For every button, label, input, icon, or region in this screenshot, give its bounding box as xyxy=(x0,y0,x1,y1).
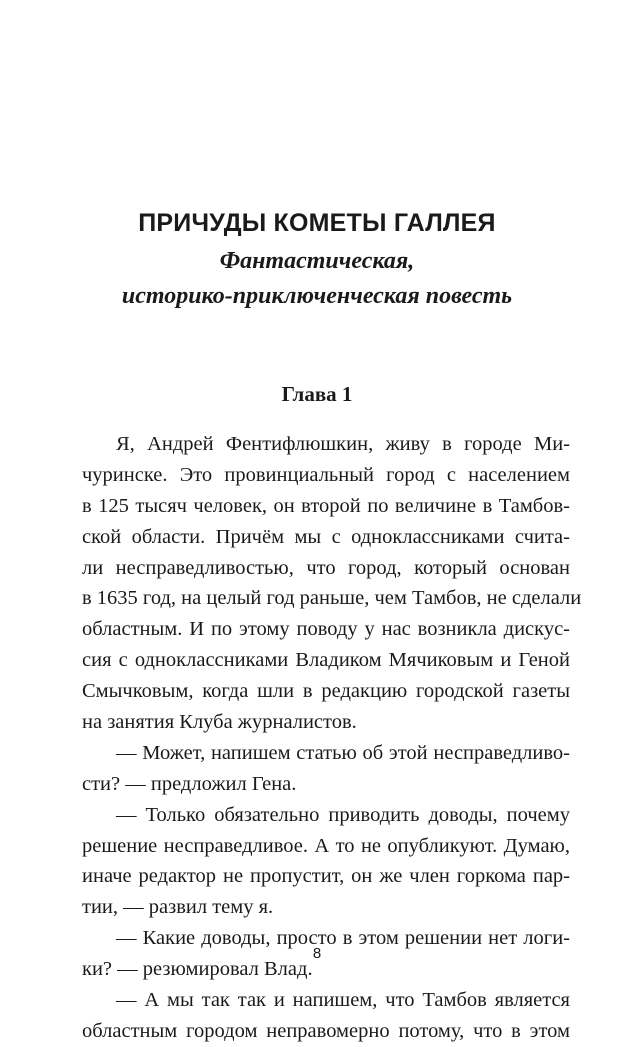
text-line: — Только обязательно приводить доводы, почему xyxy=(116,803,570,826)
text-line: сти? — предложил Гена. xyxy=(82,772,297,795)
text-line: — А мы так так и напишем, что Тамбов является xyxy=(116,989,570,1012)
text-line: ской области. Причём мы с одноклассниками счита- xyxy=(82,525,570,548)
text-line: областным. И по этому поводу у нас возникла дискус- xyxy=(82,618,570,641)
story-title: ПРИЧУДЫ КОМЕТЫ ГАЛЛЕЯ xyxy=(138,209,496,237)
text-line: на занятия Клуба журналистов. xyxy=(82,711,357,734)
page-number: 8 xyxy=(312,945,322,962)
text-line: решение несправедливое. А то не опубликуют. Думаю, xyxy=(82,834,570,857)
text-line: иначе редактор не пропустит, он же член горкома пар- xyxy=(82,865,570,888)
text-line: тии, — развил тему я. xyxy=(82,896,274,919)
text-line: Я, Андрей Фентифлюшкин, живу в городе Ми- xyxy=(116,433,570,455)
text-line: ки? — резюмировал Влад. xyxy=(82,958,313,981)
story-subtitle-line-1: Фантастическая, xyxy=(219,248,415,274)
text-line: сия с одноклассниками Владиком Мячиковым и Геной xyxy=(82,649,570,672)
text-line: областным городом неправомерно потому, что в этом xyxy=(82,1019,570,1042)
text-line: в 1635 год, на целый год раньше, чем Тамбов, не сделали xyxy=(82,587,582,610)
text-line: — Может, напишем статью об этой несправедливо- xyxy=(116,741,570,764)
text-line: ли несправедливостью, что город, который основан xyxy=(82,556,570,579)
text-line: — Какие доводы, просто в этом решении нет логи- xyxy=(116,927,570,950)
text-line: чуринске. Это провинциальный город с населением xyxy=(82,463,570,486)
story-subtitle-line-2: историко-приключенческая повесть xyxy=(121,283,513,309)
text-line: Смычковым, когда шли в редакцию городской газеты xyxy=(82,680,570,703)
text-line: в 125 тысяч человек, он второй по величине в Тамбов- xyxy=(82,494,570,517)
chapter-heading: Глава 1 xyxy=(281,382,353,406)
